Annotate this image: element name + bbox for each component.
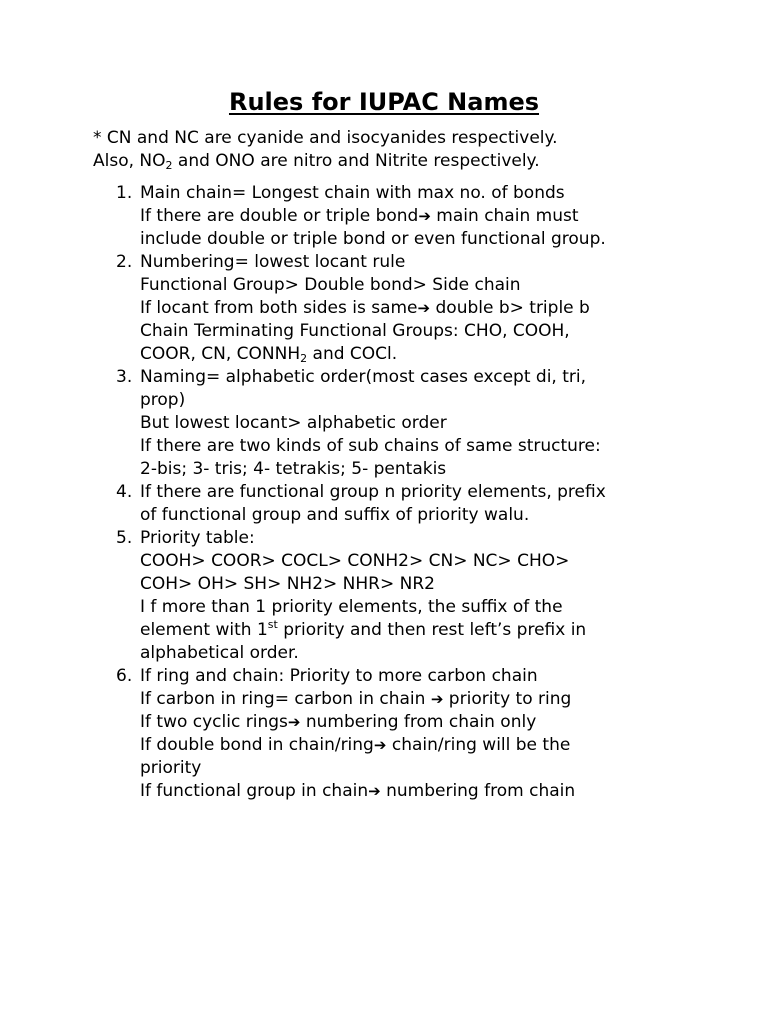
rule-line: Naming= alphabetic order(most cases except di, tri, (140, 367, 587, 387)
rule-line (140, 205, 768, 228)
rule-text: If there are double or triple bond (140, 206, 419, 226)
rule-line: Numbering= lowest locant rule (140, 252, 406, 272)
intro-text: and ONO are nitro and Nitrite respectively. (172, 151, 540, 171)
rule-text: and COCl. (307, 344, 398, 364)
rule-line: If ring and chain: Priority to more carbon chain (140, 666, 538, 686)
rule-line: prop) (140, 390, 186, 410)
rule-text: chain/ring will be the (386, 735, 571, 755)
rule-line: Chain Terminating Functional Groups: CHO, COOH, (140, 321, 570, 341)
rule-text: If functional group in chain (140, 781, 369, 801)
rule-line: If there are two kinds of sub chains of same structure: (140, 436, 601, 456)
rule-line: alphabetical order. (140, 643, 299, 663)
rules-list (0, 182, 768, 803)
rule-text: double b> triple b (430, 298, 590, 318)
rule-text: main chain must (430, 206, 579, 226)
rule-text: COOR, CN, CONNH (140, 344, 301, 364)
rule-text: numbering from chain only (300, 712, 537, 732)
rule-text: numbering from chain (380, 781, 576, 801)
intro-text: Also, NO (93, 151, 166, 171)
rule-line (140, 734, 768, 757)
rule-line (140, 688, 768, 711)
rule-line: Priority table: (140, 528, 255, 548)
rule-item-4 (0, 481, 768, 527)
rule-line (140, 343, 768, 366)
rule-text: If double bond in chain/ring (140, 735, 374, 755)
rule-line (140, 619, 768, 642)
arrow-icon: ➔ (430, 690, 444, 708)
rule-line: priority (140, 758, 202, 778)
intro-line (93, 127, 733, 150)
arrow-icon: ➔ (417, 299, 431, 317)
rule-number: 1. (116, 183, 133, 203)
subscript: 2 (165, 159, 173, 172)
rule-line: I f more than 1 priority elements, the suffix of the (140, 597, 563, 617)
rule-line (140, 780, 768, 803)
rule-item-3 (0, 366, 768, 481)
rule-item-6 (0, 665, 768, 803)
rule-line: Functional Group> Double bond> Side chain (140, 275, 521, 295)
rule-number: 5. (116, 528, 133, 548)
rule-number: 3. (116, 367, 133, 387)
rule-line: COH> OH> SH> NH2> NHR> NR2 (140, 574, 435, 594)
rule-text: If locant from both sides is same (140, 298, 418, 318)
arrow-icon: ➔ (373, 736, 387, 754)
intro-note (93, 127, 733, 173)
rule-item-2 (0, 251, 768, 366)
rule-text: priority and then rest left’s prefix in (277, 620, 587, 640)
rule-line: COOH> COOR> COCL> CONH2> CN> NC> CHO> (140, 551, 570, 571)
rule-line: Main chain= Longest chain with max no. of bonds (140, 183, 565, 203)
arrow-icon: ➔ (368, 782, 381, 800)
rule-line (140, 297, 768, 320)
rule-line: of functional group and suffix of priority walu. (140, 505, 530, 525)
intro-line (93, 150, 733, 173)
subscript: 2 (300, 352, 308, 365)
rule-text: If two cyclic rings (140, 712, 288, 732)
intro-text: * CN and NC are cyanide and isocyanides respectively. (93, 128, 558, 148)
rule-line (140, 711, 768, 734)
rule-text: If carbon in ring= carbon in chain (140, 689, 431, 709)
rule-line: But lowest locant> alphabetic order (140, 413, 447, 433)
rule-number: 4. (116, 482, 133, 502)
page-title: Rules for IUPAC Names (228, 88, 540, 116)
rule-number: 6. (116, 666, 133, 686)
rule-line: 2-bis; 3- tris; 4- tetrakis; 5- pentakis (140, 459, 447, 479)
arrow-icon: ➔ (418, 207, 431, 225)
rule-item-5 (0, 527, 768, 665)
rule-line: include double or triple bond or even functional group. (140, 229, 606, 249)
rule-number: 2. (116, 252, 133, 272)
rule-line: If there are functional group n priority elements, prefix (140, 482, 606, 502)
arrow-icon: ➔ (287, 713, 301, 731)
superscript: st (267, 618, 278, 631)
rule-text: element with 1 (140, 620, 268, 640)
rule-text: priority to ring (443, 689, 572, 709)
rule-item-1 (0, 182, 768, 251)
